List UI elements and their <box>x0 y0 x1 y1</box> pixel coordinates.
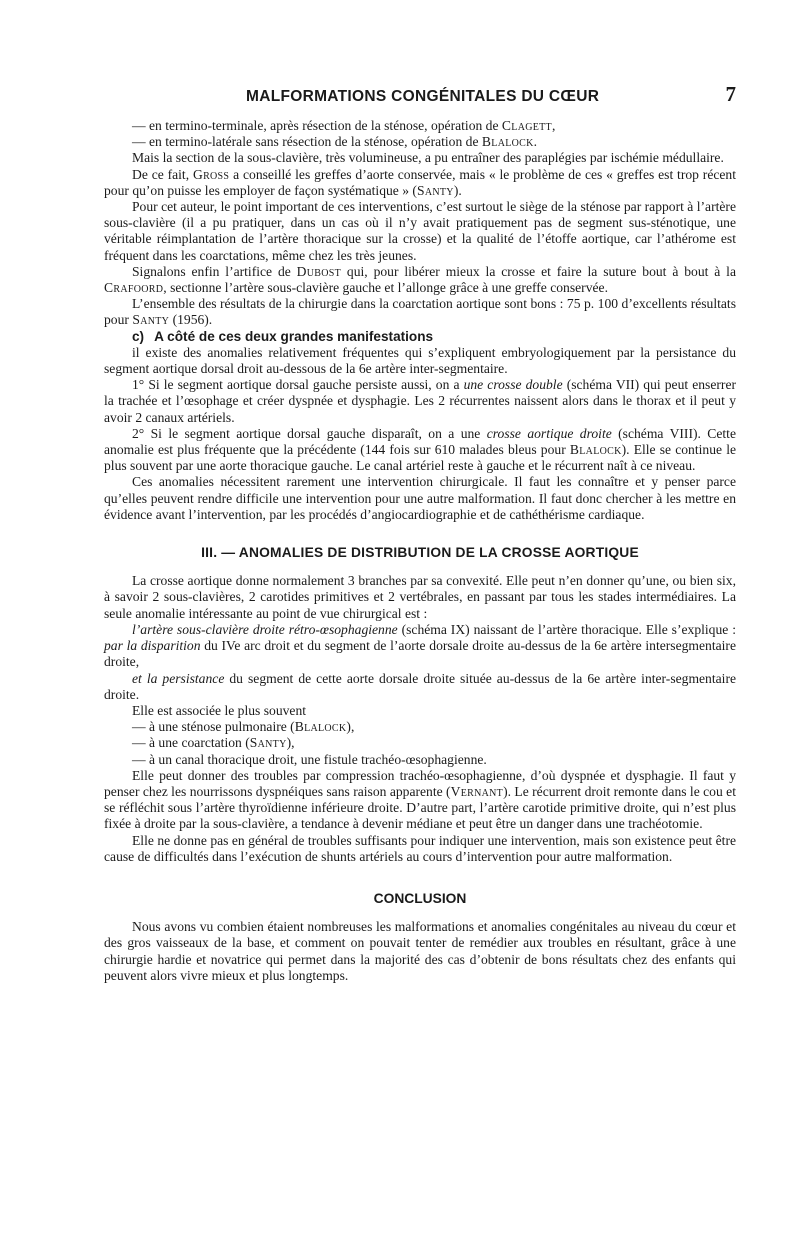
page-number: 7 <box>725 82 736 106</box>
section-iii-paragraph-1: La crosse aortique donne normalement 3 branches par sa convexité. Elle peut n’en donner qu’une, ou bien six, à savoir 2 sous-clavières, 2 carotides primitives et 2 vertébrales, en passant par tous les stades intermédiaires. La seule anomalie intéressante au point de vue chirurgical est : <box>104 573 736 621</box>
section-iii-paragraph-2: l’artère sous-clavière droite rétro-œsophagienne (schéma IX) naissant de l’artère thoracique. Elle s’explique : par la disparition du IVe arc droit et du segment de l’aorte dorsale droite au-dessus de la 6e artère intersegmentaire droite, <box>104 621 736 670</box>
conclusion-paragraph: Nous avons vu combien étaient nombreuses les malformations et anomalies congénitales au niveau du cœur et des gros vaisseaux de la base, et comment on pouvait tenter de remédier aux troubles en résultant, grâce à une chirurgie hardie et novatrice qui permet dans la majorité des cas d’obtenir de bons résultats chez des enfants qui peuvent alors vivre mieux et plus longtemps. <box>104 919 736 983</box>
section-iii-dash-3: — à un canal thoracique droit, une fistule trachéo-œsophagienne. <box>132 751 487 767</box>
author-name: Santy <box>249 735 287 751</box>
conclusion-heading: CONCLUSION <box>373 890 467 906</box>
author-name: Santy <box>416 182 454 198</box>
author-name: Blalock <box>481 134 534 150</box>
author-name: Dubost <box>296 263 342 279</box>
section-iii-paragraph-4: Elle est associée le plus souvent <box>132 702 307 718</box>
page-body <box>104 118 736 984</box>
author-name: Crafoord <box>104 280 164 296</box>
section-iii-paragraph-5: Elle peut donner des troubles par compression trachéo-œsophagienne, d’où dyspnée et dysphagie. Il faut y penser chez les nourrissons dyspnéiques sans raison apparente (Vernant). Le récurrent droit remonte dans le cou et se réfléchit sous l’artère thyroïdienne inférieure droite. D’autre part, l’artère carotide primitive droite, qui n’est plus fixée à droite par la sous-clavière, a tendance à devenir médiane et peut être un danger dans une trachéotomie. <box>104 767 736 832</box>
intro-paragraph-5: L’ensemble des résultats de la chirurgie dans la coarctation aortique sont bons : 75 p. 100 d’excellents résultats pour Santy (1956). <box>104 296 736 328</box>
author-name: Santy <box>132 312 170 328</box>
section-iii-heading: III. — ANOMALIES DE DISTRIBUTION DE LA CROSSE AORTIQUE <box>201 545 639 561</box>
section-iii-dash-2: — à une coarctation (Santy), <box>132 735 295 751</box>
page-header <box>246 82 736 107</box>
subsection-title: A côté de ces deux grandes manifestations <box>154 328 434 344</box>
section-iii-paragraph-3: et la persistance du segment de cette aorte dorsale droite située au-dessus de la 6e artère inter-segmentaire droite. <box>104 670 736 702</box>
section-c-paragraph-2: 1° Si le segment aortique dorsal gauche persiste aussi, on a une crosse double (schéma VII) qui peut enserrer la trachée et l’œsophage et créer dyspnée et dysphagie. Les 2 récurrentes naissent alors dans le thorax et il peut y avoir 2 canaux artériels. <box>104 377 737 425</box>
section-iii-paragraph-6: Elle ne donne pas en général de troubles suffisants pour indiquer une intervention, mais son existence peut être cause de difficultés dans l’exécution de shunts artériels au cours d’intervention pour autre malformation. <box>104 832 736 864</box>
author-name: Gross <box>192 166 230 182</box>
intro-dash-1: — en termino-terminale, après résection de la sténose, opération de Clagett, <box>132 118 556 133</box>
running-title: MALFORMATIONS CONGÉNITALES DU CŒUR <box>246 88 600 105</box>
author-name: Blalock <box>569 442 622 458</box>
section-c-paragraph-1: il existe des anomalies relativement fréquentes qui s’expliquent embryologiquement par la persistance du segment aortique dorsal droit au-dessous de la 6e artère inter-segmentaire. <box>104 344 736 377</box>
section-c-paragraph-3: 2° Si le segment aortique dorsal gauche disparaît, on a une crosse aortique droite (schéma VIII). Cette anomalie est plus fréquente que la précédente (144 fois sur 610 malades bleus pour Blalock). Elle se continue le plus souvent par une aorte thoracique gauche. Le canal artériel reste à gauche et le récurrent naît à ce niveau. <box>104 425 736 474</box>
intro-paragraph-1: Mais la section de la sous-clavière, très volumineuse, a pu entraîner des paraplégies par ischémie médullaire. <box>132 150 724 166</box>
intro-paragraph-4: Signalons enfin l’artifice de Dubost qui, pour libérer mieux la crosse et faire la suture bout à bout à la Crafoord, sectionne l’artère sous-clavière gauche et l’allonge grâce à une greffe conservée. <box>104 263 736 296</box>
section-iii-dash-1: — à une sténose pulmonaire (Blalock), <box>132 719 355 735</box>
author-name: Vernant <box>450 783 504 799</box>
author-name: Clagett <box>501 118 552 133</box>
section-c-paragraph-4: Ces anomalies nécessitent rarement une intervention chirurgicale. Il faut les connaître et y penser parce qu’elles peuvent rendre difficile une intervention pour une autre malformation. Il faut donc chercher à les mettre en évidence avant l’intervention, par les procédés d’angiocardiographie et de cathéthérisme cardiaque. <box>104 474 736 522</box>
subsection-c-heading <box>104 329 736 345</box>
intro-dash-2: — en termino-latérale sans résection de la sténose, opération de Blalock. <box>132 134 538 150</box>
intro-paragraph-2: De ce fait, Gross a conseillé les greffes d’aorte conservée, mais « le problème de ces « greffes est trop récent pour qu’on puisse les employer de façon systématique » (Santy). <box>104 166 736 198</box>
intro-paragraph-3: Pour cet auteur, le point important de ces interventions, c’est surtout le siège de la sténose par rapport à l’artère sous-clavière (il a pu pratiquer, dans un cas où il n’y avait pratiquement pas de segment sus-sténotique, une véritable réimplantation de l’artère thoracique sur la crosse) et la qualité de l’étoffe aortique, car l’athérome est fréquent dans les coarctations, même chez les très jeunes. <box>104 199 736 263</box>
author-name: Blalock <box>294 719 347 735</box>
subsection-letter: c) <box>132 328 145 344</box>
